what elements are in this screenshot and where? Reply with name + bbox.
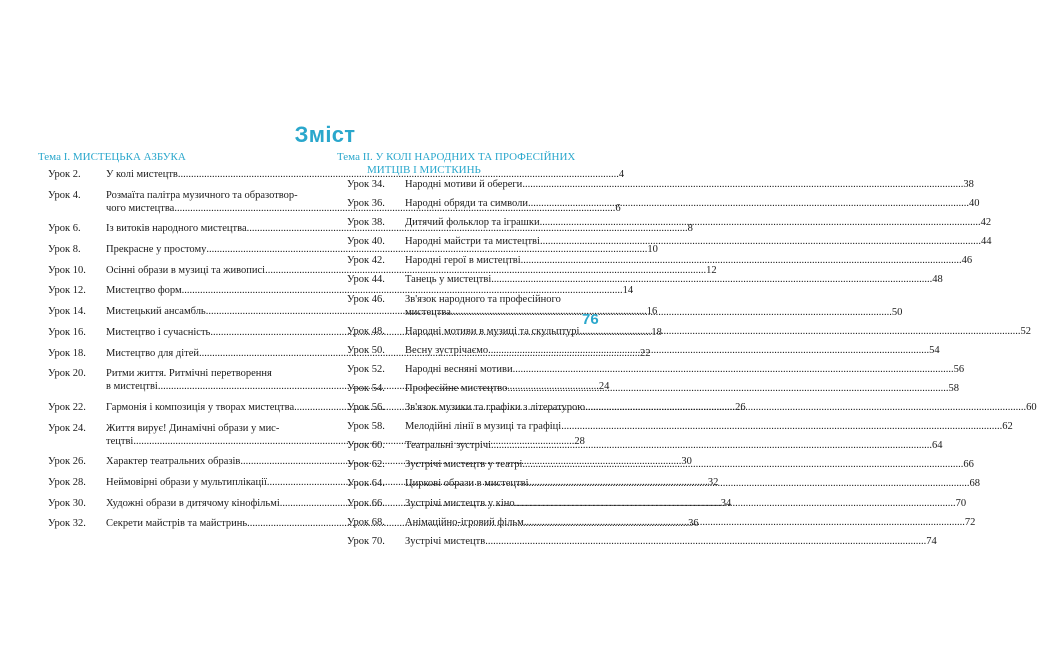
lesson-label: Урок 22. [48, 401, 86, 413]
lesson-title-text: Мистецтво для дітей [106, 347, 199, 359]
lesson-title-last-line [405, 458, 974, 471]
toc-entry [347, 197, 980, 210]
lesson-title-text: чого мистецтва [106, 202, 175, 214]
lesson-label: Урок 18. [48, 347, 86, 359]
lesson-page-number: 30 [681, 456, 692, 468]
toc-entry [347, 439, 943, 452]
lesson-page-number: 68 [969, 478, 981, 490]
lesson-title-text: Зустрічі мистецтв у театрі [405, 459, 523, 471]
lesson-title-text: Театральні зустрічі [405, 440, 492, 452]
dot-leader [528, 197, 969, 210]
lesson-title-line: Життя вирує! Динамічні образи у мис- [106, 422, 280, 434]
toc-entry [347, 420, 1013, 433]
lesson-page-number: 44 [980, 236, 992, 248]
lesson-page-number: 32 [707, 476, 719, 488]
lesson-title-last-line [405, 273, 943, 286]
page-number: 76 [582, 311, 599, 328]
lesson-label: Урок 30. [48, 497, 86, 509]
toc-entry [347, 363, 965, 376]
dot-leader [522, 458, 963, 471]
lesson-page-number: 50 [891, 306, 903, 318]
lesson-title-text: Дитячий фольклор та іграшки [405, 217, 540, 229]
lesson-title-last-line [405, 216, 991, 229]
lesson-label: Урок 12. [48, 285, 86, 297]
lesson-label: Урок 2. [48, 169, 81, 180]
lesson-page-number: 6 [615, 202, 621, 214]
lesson-label: Урок 48. [347, 325, 385, 337]
lesson-label: Урок 36. [347, 198, 385, 210]
lesson-title-last-line [405, 344, 940, 357]
lesson-label: Урок 34. [347, 179, 385, 190]
lesson-page-number: 38 [963, 179, 974, 190]
lesson-title [405, 458, 974, 471]
lesson-title-text: Весну зустрічаємо [405, 344, 489, 356]
lesson-title-text: Народні майстри та мистецтві [405, 236, 540, 248]
lesson-page-number: 14 [622, 285, 634, 297]
lesson-title [405, 420, 1013, 433]
dot-leader [561, 420, 1002, 433]
lesson-page-number: 24 [598, 381, 610, 393]
lesson-label: Урок 68. [347, 516, 385, 528]
toc-entry [347, 216, 992, 229]
lesson-label: Урок 28. [48, 476, 86, 488]
lesson-title-last-line [405, 382, 959, 395]
lesson-label: Урок 20. [48, 368, 86, 380]
lesson-title [405, 477, 980, 490]
lesson-label: Урок 42. [347, 255, 385, 267]
lesson-title-text: Народні герої в мистецтві [405, 255, 521, 267]
lesson-page-number: 60 [1026, 402, 1037, 414]
theme-2-heading-line-1: Тема ІІ. У КОЛІ НАРОДНИХ ТА ПРОФЕСІЙНИХ [337, 151, 576, 163]
theme-1-heading: Тема І. МИСТЕЦЬКА АЗБУКА [38, 151, 186, 163]
lesson-title-last-line [405, 477, 980, 490]
lesson-title-line: Зв'язок народного та професійного [405, 293, 561, 305]
lesson-title [405, 273, 943, 286]
lesson-page-number: 40 [969, 198, 980, 210]
lesson-title-last-line [405, 178, 974, 191]
dot-leader [513, 363, 954, 376]
lesson-title-text: Анімаційно-ігровий фільм [405, 516, 524, 528]
lesson-page-number: 72 [964, 516, 976, 528]
lesson-label: Урок 58. [347, 421, 385, 433]
dot-leader [521, 254, 962, 267]
lesson-label: Урок 10. [48, 264, 86, 276]
dot-leader [522, 178, 963, 191]
lesson-title-text: Мистецтво і сучасність [106, 326, 211, 338]
toc-entry [48, 243, 658, 256]
lesson-title [405, 439, 943, 452]
lesson-title-text: тецтві [106, 435, 134, 447]
lesson-page-number: 10 [647, 244, 658, 256]
lesson-title-text: Циркові образи в мистецтві [405, 478, 529, 490]
lesson-title-text: Осінні образи в музиці та живописі [106, 264, 266, 276]
lesson-label: Урок 26. [48, 456, 86, 468]
lesson-title-last-line [405, 197, 980, 210]
lesson-label: Урок 4. [48, 189, 81, 201]
lesson-title-text: Народні обряди та символи [405, 198, 528, 210]
lesson-title-last-line [405, 254, 972, 267]
lesson-title [405, 216, 991, 229]
lesson-title-text: Із витоків народного мистецтва [106, 223, 247, 235]
lesson-label: Урок 70. [347, 535, 385, 547]
lesson-page-number: 16 [646, 306, 658, 318]
lesson-page-number: 70 [955, 497, 967, 509]
lesson-title-last-line [405, 420, 1013, 433]
dot-leader [507, 382, 948, 395]
lesson-title-text: Неймовірні образи у мультиплікації [106, 476, 267, 488]
lesson-title [405, 363, 964, 376]
lesson-page-number: 26 [735, 401, 746, 413]
lesson-title-text: Мистецький ансамбль [106, 306, 206, 318]
lesson-page-number: 18 [651, 326, 662, 338]
lesson-title [405, 293, 902, 319]
lesson-title [405, 382, 959, 395]
lesson-page-number: 56 [953, 363, 965, 375]
lesson-title [405, 535, 937, 548]
lesson-label: Урок 44. [347, 274, 385, 286]
lesson-title-text: Зустрічі мистецтв [405, 535, 486, 547]
lesson-title-text: Характер театральних образів [106, 456, 241, 468]
lesson-title-text: Професійне мистецтво [405, 382, 508, 394]
dot-leader [529, 477, 970, 490]
lesson-label: Урок 24. [48, 422, 86, 434]
lesson-page-number: 8 [687, 223, 693, 235]
toc-entry [347, 273, 943, 286]
lesson-title-last-line [405, 325, 1031, 338]
lesson-title-text: Народні мотиви в музиці та скульптурі [405, 325, 580, 337]
toc-entry [48, 264, 717, 277]
lesson-title-text: У колі мистецтв [106, 169, 178, 180]
dot-leader [540, 216, 981, 229]
lesson-title [405, 254, 972, 267]
lesson-title-text: Народні весняні мотиви [405, 363, 513, 375]
lesson-label: Урок 16. [48, 326, 86, 338]
lesson-label: Урок 60. [347, 440, 385, 452]
lesson-page-number: 62 [1002, 421, 1013, 433]
toc-entry [347, 254, 973, 267]
lesson-label: Урок 52. [347, 363, 385, 375]
lesson-page-number: 74 [926, 535, 937, 547]
lesson-page-number: 34 [720, 497, 732, 509]
lesson-title-text: Художні образи в дитячому кінофільмі [106, 497, 280, 509]
dot-leader [485, 535, 926, 548]
lesson-label: Урок 14. [48, 306, 86, 318]
lesson-title [405, 197, 980, 210]
lesson-title-text: Танець у мистецтві [405, 274, 492, 286]
lesson-label: Урок 50. [347, 344, 385, 356]
lesson-title-text: в мистецтві [106, 381, 158, 393]
lesson-title-text: Гармонія і композиція у творах мистецтва [106, 401, 295, 413]
toc-entry [347, 178, 974, 191]
lesson-label: Урок 46. [347, 293, 385, 305]
lesson-title [405, 344, 940, 357]
lesson-page-number: 48 [932, 274, 943, 286]
toc-entry [347, 235, 992, 248]
dot-leader [491, 273, 932, 286]
lesson-page-number: 28 [574, 435, 585, 447]
lesson-title-last-line [405, 363, 964, 376]
lesson-title-last-line [405, 439, 943, 452]
lesson-label: Урок 56. [347, 402, 385, 414]
lesson-title [405, 497, 966, 510]
dot-leader [540, 235, 981, 248]
lesson-title-line: Ритми життя. Ритмічні перетворення [106, 368, 272, 380]
dot-leader [451, 306, 892, 319]
lesson-title [405, 178, 974, 191]
theme-2-heading-line-2: МИТЦІВ І МИСТКИНЬ [367, 164, 481, 176]
lesson-page-number: 42 [980, 217, 992, 229]
lesson-title-text: мистецтва [405, 306, 451, 318]
lesson-title-line: Розмаїта палітра музичного та образотвор- [106, 189, 298, 201]
lesson-title-text: Мистецтво форм [106, 285, 182, 297]
lesson-title-text: Народні мотиви й обереги [405, 179, 523, 190]
lesson-label: Урок 6. [48, 223, 81, 235]
lesson-label: Урок 62. [347, 459, 385, 471]
lesson-label: Урок 66. [347, 497, 385, 509]
lesson-label: Урок 54. [347, 382, 385, 394]
lesson-page-number: 4 [618, 169, 625, 180]
lesson-label: Урок 38. [347, 217, 385, 229]
lesson-page-number: 54 [929, 344, 940, 356]
lesson-title-last-line [405, 401, 1037, 414]
lesson-title-last-line [405, 497, 966, 510]
lesson-page-number: 22 [640, 347, 651, 359]
lesson-title-last-line [405, 516, 975, 529]
lesson-title [405, 516, 975, 529]
lesson-title [405, 401, 1037, 414]
lesson-title [405, 235, 991, 248]
lesson-label: Урок 8. [48, 244, 81, 256]
dot-leader [524, 516, 965, 529]
lesson-page-number: 66 [963, 459, 974, 471]
lesson-page-number: 64 [932, 440, 943, 452]
page-title: Зміст [294, 122, 356, 147]
toc-entry [48, 284, 634, 297]
lesson-title-text: Прекрасне у простому [106, 244, 207, 256]
lesson-title-text: Зв'язок музики та графіки з літературою [405, 402, 586, 414]
lesson-label: Урок 64. [347, 478, 385, 490]
dot-leader [491, 439, 932, 452]
dot-leader [585, 401, 1026, 414]
lesson-title-last-line [405, 235, 991, 248]
lesson-title-text: Секрети майстрів та майстринь [106, 518, 248, 530]
lesson-title [405, 325, 1031, 338]
lesson-page-number: 46 [961, 255, 973, 267]
lesson-page-number: 58 [948, 382, 959, 394]
dot-leader [579, 325, 1020, 338]
dot-leader [515, 497, 956, 510]
lesson-title-text: Зустрічі мистецтв у кіно [405, 497, 515, 509]
lesson-title-text: Мелодійні лінії в музиці та графіці [405, 421, 562, 433]
lesson-label: Урок 32. [48, 518, 86, 530]
toc-entry [347, 535, 937, 548]
lesson-title-last-line [405, 535, 937, 548]
lesson-title-last-line [405, 306, 902, 319]
lesson-page-number: 36 [688, 518, 699, 530]
lesson-page-number: 52 [1020, 325, 1031, 337]
dot-leader [488, 344, 929, 357]
lesson-label: Урок 40. [347, 236, 385, 248]
lesson-page-number: 12 [706, 264, 717, 276]
